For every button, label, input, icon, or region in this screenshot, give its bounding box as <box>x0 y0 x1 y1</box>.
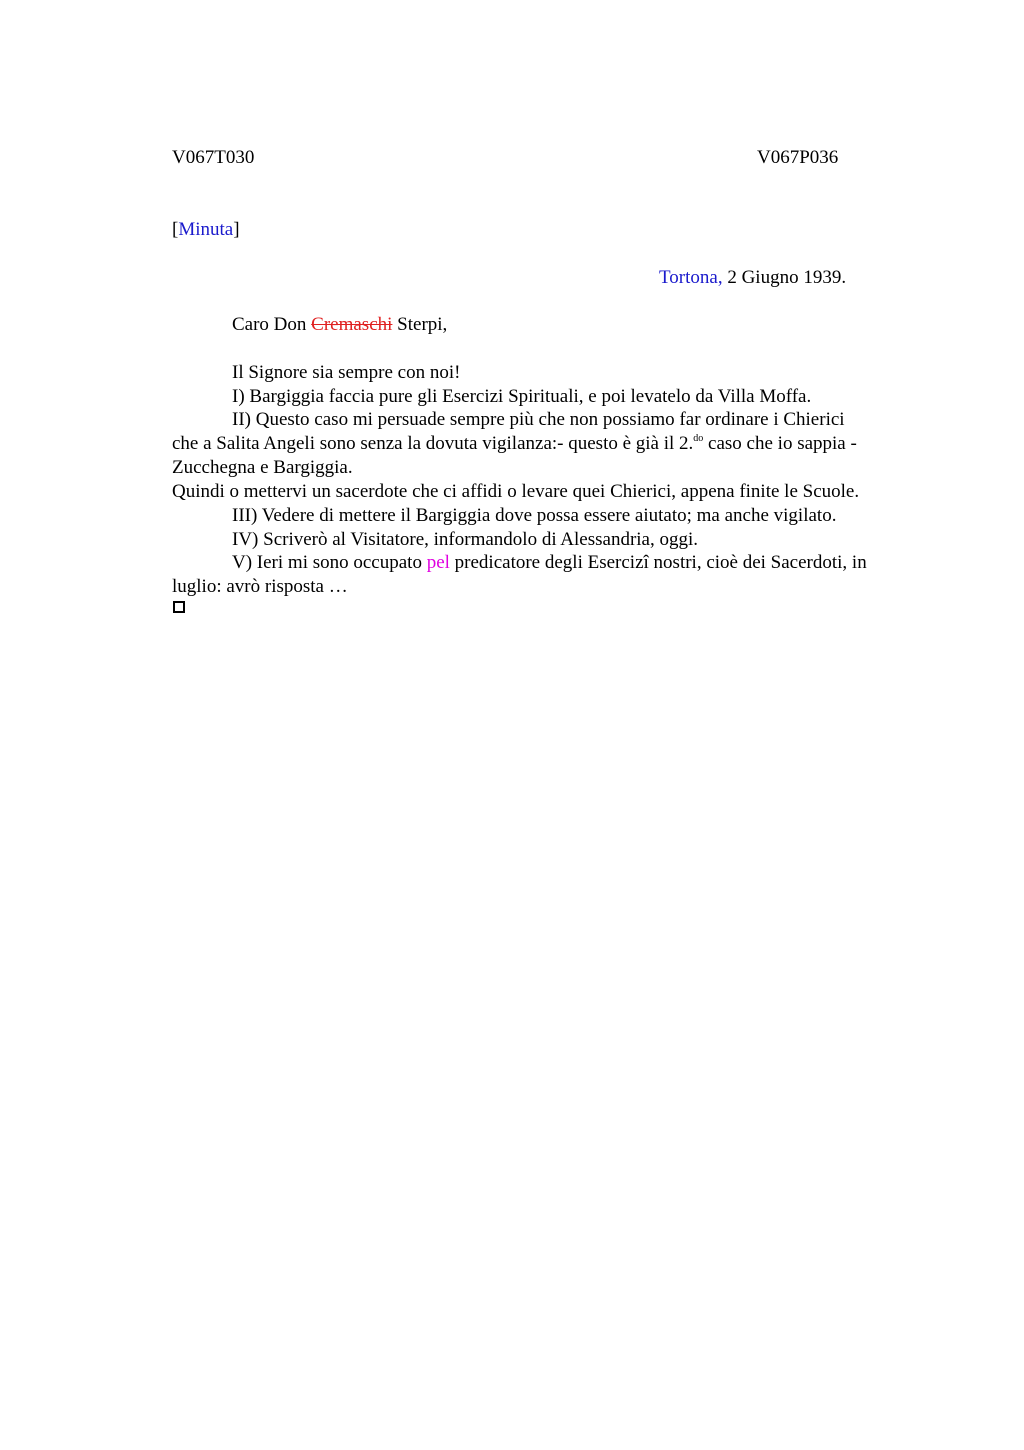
paragraph-2-line-2-text: che a Salita Angeli sono senza la dovuta vigilanza:- questo è già il 2. <box>172 433 694 454</box>
salutation-prefix: Caro Don <box>232 314 312 335</box>
paragraph-5-start: V) Ieri mi sono occupato <box>232 552 427 573</box>
minuta-open-bracket: [ <box>172 219 179 240</box>
minuta-close-bracket: ] <box>233 219 240 240</box>
paragraph-2-line-4: Quindi o mettervi un sacerdote che ci affidi o levare quei Chierici, appena finite le Scuole. <box>172 481 860 502</box>
dateline-place: Tortona, <box>659 267 723 288</box>
end-mark-square <box>173 601 185 613</box>
paragraph-4: IV) Scriverò al Visitatore, informandolo di Alessandria, oggi. <box>232 529 699 550</box>
paragraph-2-line-2-end: caso che io sappia - <box>703 433 857 454</box>
ordinal-superscript: do <box>693 433 704 444</box>
paragraph-2-line-2 <box>172 432 857 459</box>
paragraph-5-line-2: luglio: avrò risposta … <box>172 576 348 597</box>
greeting-line: Il Signore sia sempre con noi! <box>232 362 461 383</box>
document-code-right: V067P036 <box>757 147 839 168</box>
paragraph-5-end: nostri, cioè dei Sacerdoti, in <box>648 552 867 573</box>
paragraph-5-line-1 <box>232 551 867 575</box>
minuta-text: Minuta <box>178 219 234 240</box>
correction-pel: pel <box>426 552 450 573</box>
paragraph-1: I) Bargiggia faccia pure gli Esercizi Spirituali, e poi levatelo da Villa Moffa. <box>232 386 812 407</box>
document-code-left: V067T030 <box>172 147 255 168</box>
salutation-name: Sterpi, <box>392 314 448 335</box>
dateline-date: 2 Giugno 1939. <box>722 267 847 288</box>
paragraph-2-line-1: II) Questo caso mi persuade sempre più che non possiamo far ordinare i Chierici <box>232 409 845 430</box>
paragraph-2-line-3: Zucchegna e Bargiggia. <box>172 457 353 478</box>
paragraph-3: III) Vedere di mettere il Bargiggia dove possa essere aiutato; ma anche vigilato. <box>232 505 837 526</box>
salutation-struck-name: Cremaschi <box>311 314 393 335</box>
salutation <box>232 313 447 337</box>
minuta-label <box>172 218 240 242</box>
paragraph-5-middle: predicatore degli Esercizi <box>449 552 649 573</box>
dateline <box>659 266 846 290</box>
